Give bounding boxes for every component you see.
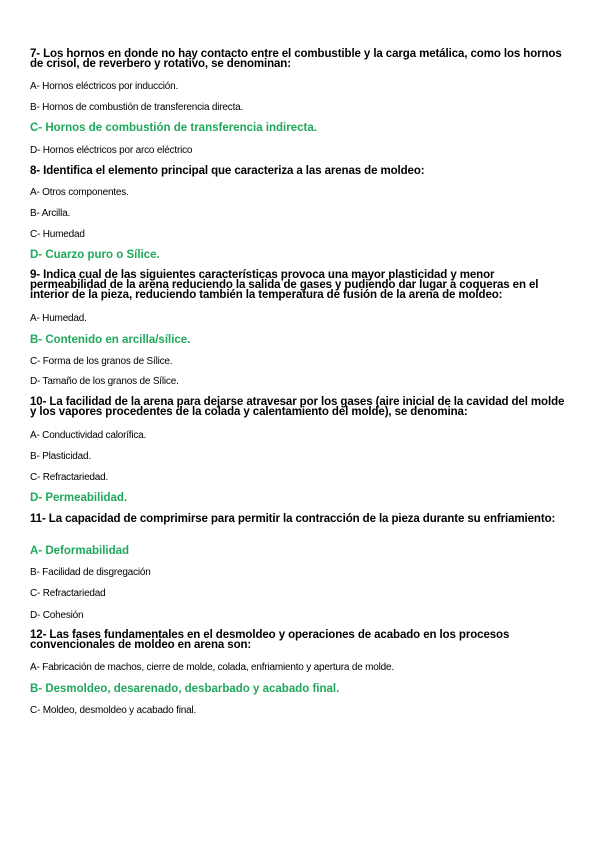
option-7b: B- Hornos de combustión de transferencia directa. [30, 102, 244, 113]
option-8a: A- Otros componentes. [30, 187, 129, 198]
option-8c: C- Humedad [30, 229, 85, 240]
option-9c: C- Forma de los granos de Sílice. [30, 356, 173, 367]
option-11a-correct: A- Deformabilidad [30, 545, 130, 557]
question-11: 11- La capacidad de comprimirse para permitir la contracción de la pieza durante su enfriamiento: [30, 513, 556, 525]
option-11b: B- Facilidad de disgregación [30, 567, 151, 578]
option-9b-correct: B- Contenido en arcilla/sílice. [30, 334, 191, 346]
option-8d-correct: D- Cuarzo puro o Sílice. [30, 249, 160, 261]
option-7c-correct: C- Hornos de combustión de transferencia indirecta. [30, 122, 317, 134]
option-11d: D- Cohesión [30, 610, 84, 621]
option-9d: D- Tamaño de los granos de Sílice. [30, 376, 179, 387]
option-10d-correct: D- Permeabilidad. [30, 492, 128, 504]
option-12c: C- Moldeo, desmoldeo y acabado final. [30, 705, 197, 716]
question-8: 8- Identifica el elemento principal que caracteriza a las arenas de moldeo: [30, 165, 425, 177]
option-7d: D- Hornos eléctricos por arco eléctrico [30, 145, 193, 156]
option-10c: C- Refractariedad. [30, 472, 109, 483]
option-10b: B- Plasticidad. [30, 451, 91, 462]
option-10a: A- Conductividad calorífica. [30, 430, 147, 441]
option-12b-correct: B- Desmoldeo, desarenado, desbarbado y acabado final. [30, 683, 340, 695]
question-12: 12- Las fases fundamentales en el desmoldeo y operaciones de acabado en los procesos convencionales de moldeo en arena son: [30, 629, 510, 651]
question-9: 9- Indica cual de las siguientes características provoca una mayor plasticidad y menor permeabilidad de la arena reduciendo la salida de gases y pudiendo dar lugar a coqueras en el interior de la pieza, reduciendo también la temperatura de fusión de la arena de moldeo: [30, 269, 539, 301]
option-8b: B- Arcilla. [30, 208, 71, 219]
question-10: 10- La facilidad de la arena para dejarse atravesar por los gases (aire inicial de la cavidad del molde y los vapores procedentes de la colada y calentamiento del molde), se denomina: [30, 396, 565, 418]
option-7a: A- Hornos eléctricos por inducción. [30, 81, 179, 92]
option-12a: A- Fabricación de machos, cierre de molde, colada, enfriamiento y apertura de molde. [30, 662, 394, 673]
option-11c: C- Refractariedad [30, 588, 106, 599]
question-7: 7- Los hornos en donde no hay contacto entre el combustible y la carga metálica, como los hornos de crisol, de reverbero y rotativo, se denominan: [30, 48, 562, 70]
option-9a: A- Humedad. [30, 313, 87, 324]
